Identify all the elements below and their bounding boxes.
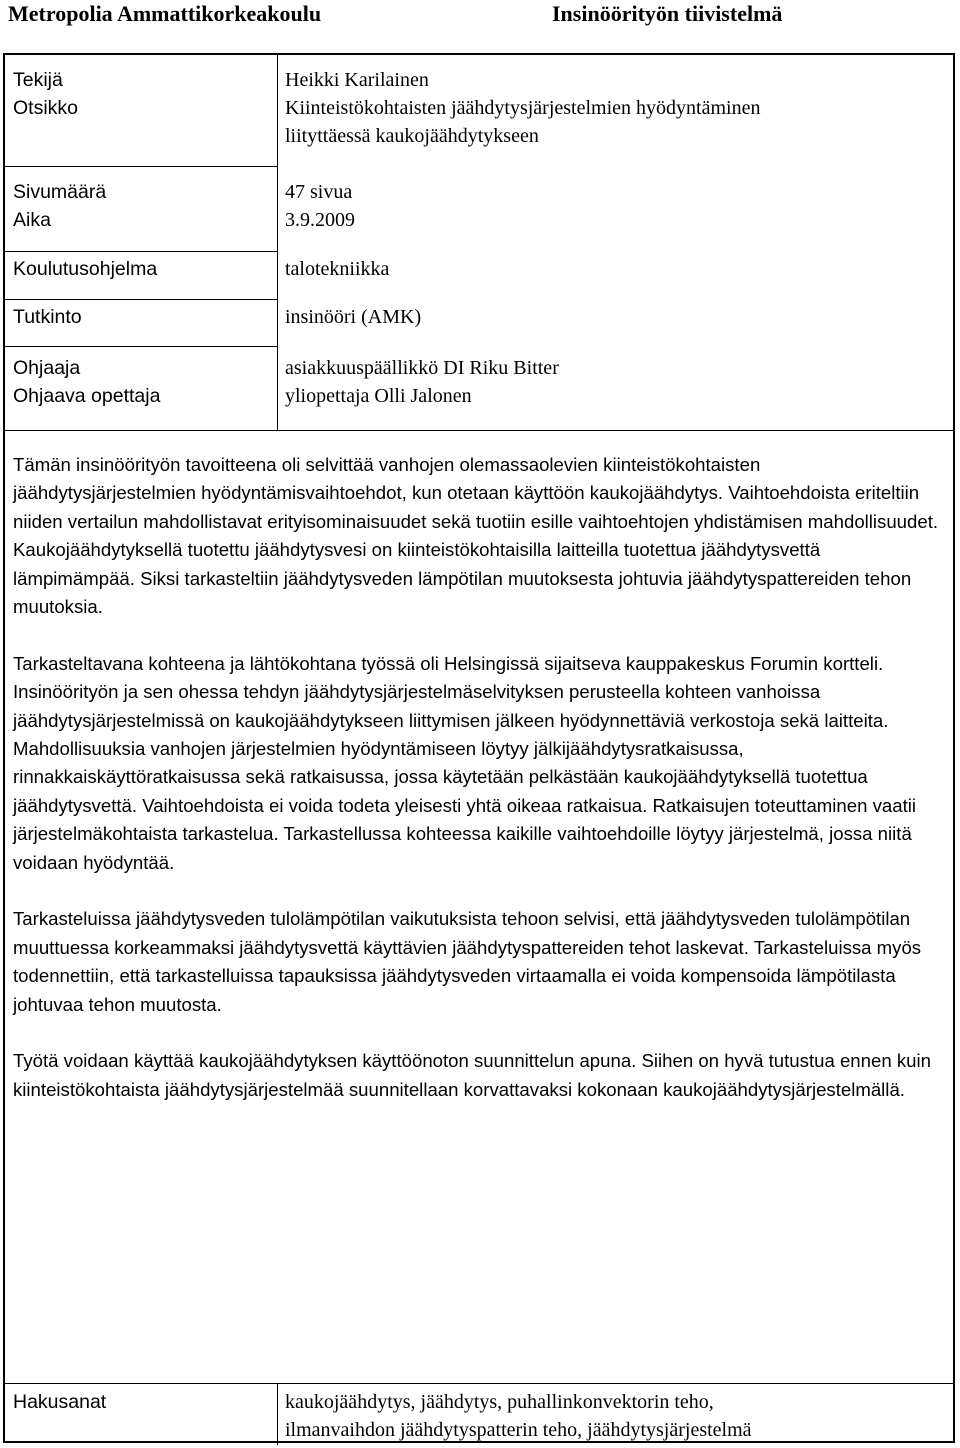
keywords-value-line1: kaukojäähdytys, jäähdytys, puhallinkonvektorin teho, [285, 1391, 714, 1413]
keywords-column-divider [277, 1383, 278, 1445]
info-column-divider [277, 55, 278, 431]
date-label: Aika [13, 209, 51, 231]
supervisor-value: asiakkuuspäällikkö DI Riku Bitter [285, 357, 559, 379]
abstract-body [13, 451, 943, 1133]
supervisor-label: Ohjaaja [13, 357, 81, 379]
author-label: Tekijä [13, 69, 63, 91]
label-divider-1 [5, 166, 277, 167]
document-type: Insinöörityön tiivistelmä [552, 1, 783, 26]
label-divider-4 [5, 346, 277, 347]
instructor-value: yliopettaja Olli Jalonen [285, 385, 472, 407]
info-bottom-divider [5, 430, 953, 431]
institution-name: Metropolia Ammattikorkeakoulu [8, 1, 322, 26]
keywords-label: Hakusanat [13, 1391, 107, 1413]
title-label: Otsikko [13, 97, 79, 119]
keywords-top-divider [5, 1383, 953, 1384]
abstract-paragraph-4: Työtä voidaan käyttää kaukojäähdytyksen käyttöönoton suunnittelun apuna. Siihen on hyvä tutustua ennen kuin kiinteistökohtaista jäähdytysjärjestelmää suunnitellaan korvattavaksi kokonaan kaukojäähdytysjärjestelmällä. [13, 1050, 931, 1100]
date-value: 3.9.2009 [285, 209, 355, 231]
degree-value: insinööri (AMK) [285, 306, 422, 328]
page-header [0, 0, 960, 40]
pages-value: 47 sivua [285, 181, 353, 203]
program-value: talotekniikka [285, 258, 390, 280]
abstract-paragraph-1: Tämän insinöörityön tavoitteena oli selvittää vanhojen olemassaolevien kiinteistökohtaisten jäähdytysjärjestelmien hyödyntämisvaihtoehdot, kun otetaan käyttöön kaukojäähdytys. Vaihtoehdoista eriteltiin niiden vertailun mahdollistavat erityisominaisuudet sekä tuotiin esille vaihtoehtojen yhdistämisen mahdollisuudet. Kaukojäähdytyksellä tuotettu jäähdytysvesi on kiinteistökohtaisilla laitteilla tuotettua jäähdytysvettä lämpimämpää. Siksi tarkasteltiin jäähdytysveden lämpötilan muutoksesta johtuvia jäähdytyspattereiden tehon muutoksia. [13, 454, 939, 618]
abstract-paragraph-3: Tarkasteluissa jäähdytysveden tulolämpötilan vaikutuksista tehoon selvisi, että jäähdytysveden tulolämpötilan muuttuessa korkeammaksi jäähdytysvettä käyttävien jäähdytyspattereiden tehot laskevat. Tarkasteluissa myös todennettiin, että tarkastelluissa tapauksissa jäähdytysveden virtaamalla ei voida kompensoida lämpötilasta johtuvaa tehon muutosta. [13, 908, 922, 1015]
label-divider-3 [5, 299, 277, 300]
program-label: Koulutusohjelma [13, 258, 158, 280]
pages-label: Sivumäärä [13, 181, 107, 203]
title-value-line1: Kiinteistökohtaisten jäähdytysjärjestelmien hyödyntäminen [285, 97, 761, 119]
instructor-label: Ohjaava opettaja [13, 385, 161, 407]
label-divider-2 [5, 251, 277, 252]
keywords-value-line2: ilmanvaihdon jäähdytyspatterin teho, jäähdytysjärjestelmä [285, 1419, 752, 1441]
title-value-line2: liityttäessä kaukojäähdytykseen [285, 125, 539, 147]
author-value: Heikki Karilainen [285, 69, 429, 91]
degree-label: Tutkinto [13, 306, 82, 328]
abstract-paragraph-2: Tarkasteltavana kohteena ja lähtökohtana työssä oli Helsingissä sijaitseva kauppakeskus Forumin kortteli. Insinöörityön ja sen ohessa tehdyn jäähdytysjärjestelmäselvityksen perusteella kohteen vanhoissa jäähdytysjärjestelmissä on kaukojäähdytykseen liittymisen jälkeen hyödynnettäviä verkostoja sekä laitteita. Mahdollisuuksia vanhojen järjestelmien hyödyntämiseen löytyy jälkijäähdytysratkaisussa, rinnakkaiskäyttöratkaisussa sekä ratkaisussa, jossa käytetään pelkästään kaukojäähdytyksellä tuotettua jäähdytysvettä. Vaihtoehdoista ei voida todeta yleisesti yhtä oikeaa ratkaisua. Ratkaisujen toteuttaminen vaatii järjestelmäkohtaista tarkastelua. Tarkastellussa kohteessa kaikille vaihtoehdoille löytyy järjestelmä, jossa niitä voidaan hyödyntää. [13, 652, 917, 873]
